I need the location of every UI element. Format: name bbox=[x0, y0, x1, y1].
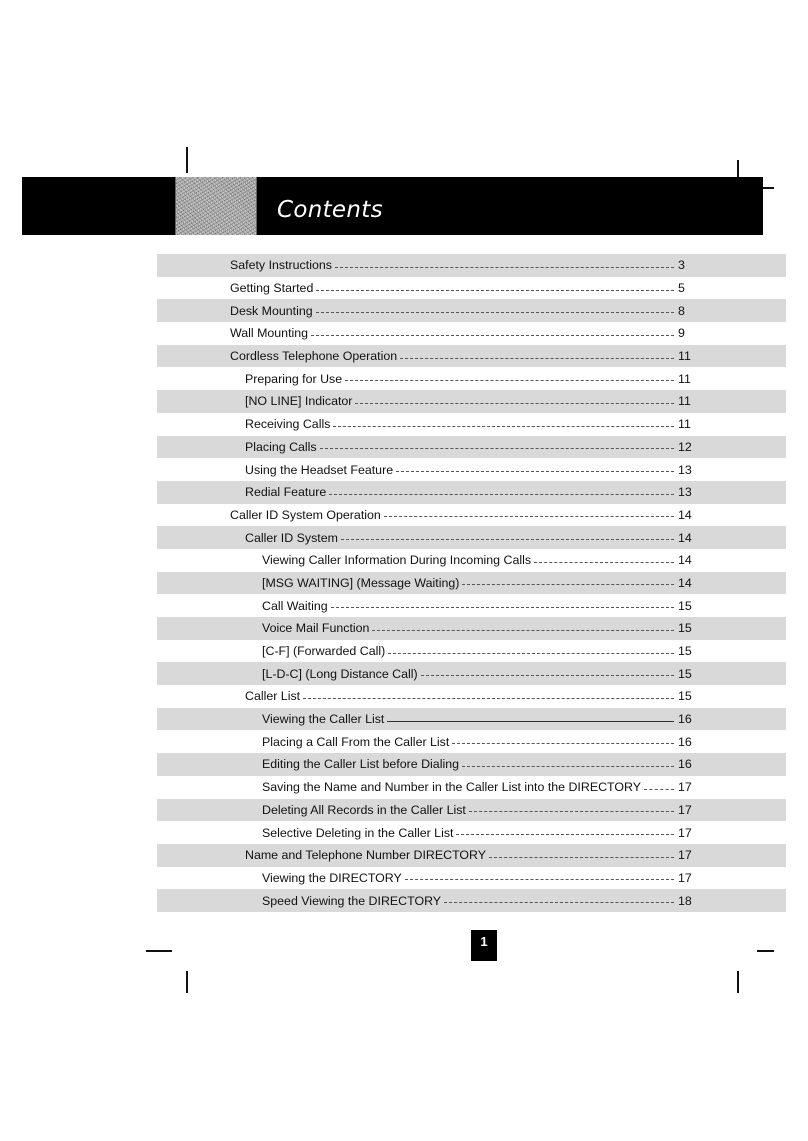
toc-leader-line bbox=[345, 380, 674, 381]
toc-entry[interactable] bbox=[157, 799, 786, 822]
toc-entry[interactable] bbox=[157, 504, 786, 527]
toc-leader-line bbox=[335, 267, 674, 268]
toc-leader-line bbox=[387, 721, 674, 722]
toc-entry-title: [MSG WAITING] (Message Waiting) bbox=[262, 575, 460, 590]
toc-entry-page: 11 bbox=[678, 371, 691, 386]
toc-entry-title: Viewing the DIRECTORY bbox=[262, 870, 402, 885]
toc-entry-title: Desk Mounting bbox=[230, 303, 313, 318]
table-of-contents bbox=[157, 254, 786, 912]
toc-entry[interactable] bbox=[157, 413, 786, 436]
toc-entry-page: 15 bbox=[678, 666, 692, 681]
toc-entry-page: 8 bbox=[678, 303, 685, 318]
toc-entry-page: 13 bbox=[678, 485, 692, 500]
toc-entry-title: Voice Mail Function bbox=[262, 621, 370, 636]
page-number: 1 bbox=[471, 930, 497, 961]
toc-leader-line bbox=[421, 675, 674, 676]
toc-leader-line bbox=[456, 834, 674, 835]
crop-mark-bottom-right-horizontal bbox=[757, 950, 774, 952]
toc-entry-page: 13 bbox=[678, 462, 692, 477]
page-title: Contents bbox=[277, 197, 383, 223]
toc-entry-title: Saving the Name and Number in the Caller List into the DIRECTORY bbox=[262, 780, 642, 795]
toc-entry-title: Name and Telephone Number DIRECTORY bbox=[245, 848, 487, 863]
toc-entry-page: 11 bbox=[678, 417, 691, 432]
toc-entry-title: [C-F] (Forwarded Call) bbox=[262, 644, 386, 659]
toc-leader-line bbox=[341, 539, 674, 540]
toc-entry-page: 15 bbox=[678, 689, 692, 704]
toc-entry-title: [L-D-C] (Long Distance Call) bbox=[262, 666, 418, 681]
toc-entry-page: 17 bbox=[678, 780, 692, 795]
toc-leader-line bbox=[333, 426, 674, 427]
toc-leader-line bbox=[372, 630, 674, 631]
toc-entry-title: Selective Deleting in the Caller List bbox=[262, 825, 454, 840]
toc-entry-page: 17 bbox=[678, 825, 692, 840]
toc-leader-line bbox=[452, 743, 674, 744]
toc-entry[interactable] bbox=[157, 617, 786, 640]
toc-entry-title: Wall Mounting bbox=[230, 326, 309, 341]
toc-entry[interactable] bbox=[157, 299, 786, 322]
toc-entry[interactable] bbox=[157, 390, 786, 413]
crop-mark-top-right-vertical bbox=[737, 160, 739, 178]
toc-leader-line bbox=[644, 789, 674, 790]
toc-leader-line bbox=[405, 879, 674, 880]
toc-entry-page: 14 bbox=[678, 530, 692, 545]
toc-entry-page: 14 bbox=[678, 507, 692, 522]
toc-entry-title: Deleting All Records in the Caller List bbox=[262, 802, 466, 817]
toc-entry-page: 16 bbox=[678, 734, 692, 749]
toc-entry-page: 12 bbox=[678, 439, 692, 454]
toc-leader-line bbox=[320, 448, 674, 449]
toc-leader-line bbox=[388, 653, 674, 654]
toc-leader-line bbox=[534, 562, 674, 563]
toc-entry-title: Placing a Call From the Caller List bbox=[262, 734, 450, 749]
toc-entry-title: Caller ID System Operation bbox=[230, 507, 381, 522]
toc-entry-page: 18 bbox=[678, 893, 692, 908]
banner-texture-image bbox=[175, 177, 257, 235]
toc-leader-line bbox=[384, 516, 674, 517]
toc-entry-page: 17 bbox=[678, 802, 692, 817]
toc-entry-title: [NO LINE] Indicator bbox=[245, 394, 353, 409]
toc-entry-page: 11 bbox=[678, 394, 691, 409]
toc-leader-line bbox=[462, 584, 674, 585]
toc-entry-title: Editing the Caller List before Dialing bbox=[262, 757, 459, 772]
toc-entry-title: Placing Calls bbox=[245, 439, 317, 454]
toc-leader-line bbox=[329, 494, 674, 495]
toc-entry[interactable] bbox=[157, 481, 786, 504]
toc-entry[interactable] bbox=[157, 458, 786, 481]
toc-entry[interactable] bbox=[157, 821, 786, 844]
toc-entry[interactable] bbox=[157, 345, 786, 368]
toc-entry-title: Receiving Calls bbox=[245, 417, 331, 432]
toc-entry-page: 17 bbox=[678, 848, 692, 863]
toc-leader-line bbox=[462, 766, 674, 767]
toc-entry-title: Getting Started bbox=[230, 281, 314, 296]
toc-entry[interactable] bbox=[157, 526, 786, 549]
toc-leader-line bbox=[444, 902, 674, 903]
toc-entry-page: 17 bbox=[678, 870, 692, 885]
toc-entry-page: 14 bbox=[678, 553, 692, 568]
toc-entry[interactable] bbox=[157, 889, 786, 912]
toc-entry[interactable] bbox=[157, 436, 786, 459]
toc-entry-page: 16 bbox=[678, 757, 692, 772]
toc-entry[interactable] bbox=[157, 594, 786, 617]
toc-entry-title: Caller ID System bbox=[245, 530, 338, 545]
contents-banner bbox=[22, 177, 763, 235]
toc-entry-title: Cordless Telephone Operation bbox=[230, 349, 398, 364]
toc-entry[interactable] bbox=[157, 708, 786, 731]
toc-entry-page: 11 bbox=[678, 349, 691, 364]
toc-leader-line bbox=[489, 857, 674, 858]
crop-mark-bottom-right-vertical bbox=[737, 971, 739, 993]
toc-entry[interactable] bbox=[157, 367, 786, 390]
toc-entry-title: Call Waiting bbox=[262, 598, 328, 613]
toc-leader-line bbox=[469, 811, 674, 812]
toc-entry[interactable] bbox=[157, 753, 786, 776]
toc-entry[interactable] bbox=[157, 322, 786, 345]
toc-entry[interactable] bbox=[157, 867, 786, 890]
toc-entry-page: 15 bbox=[678, 621, 692, 636]
crop-mark-bottom-left-horizontal bbox=[146, 950, 172, 952]
toc-entry-page: 3 bbox=[678, 258, 685, 273]
toc-entry-page: 14 bbox=[678, 575, 692, 590]
toc-entry-title: Caller List bbox=[245, 689, 301, 704]
toc-leader-line bbox=[316, 312, 674, 313]
toc-entry[interactable] bbox=[157, 572, 786, 595]
crop-mark-bottom-left-vertical bbox=[186, 971, 188, 993]
toc-leader-line bbox=[311, 335, 674, 336]
toc-entry[interactable] bbox=[157, 640, 786, 663]
toc-entry-title: Using the Headset Feature bbox=[245, 462, 394, 477]
toc-entry-page: 15 bbox=[678, 644, 692, 659]
toc-entry[interactable] bbox=[157, 685, 786, 708]
toc-entry-title: Preparing for Use bbox=[245, 371, 343, 386]
toc-entry-title: Viewing Caller Information During Incoming Calls bbox=[262, 553, 532, 568]
toc-entry-title: Viewing the Caller List bbox=[262, 712, 385, 727]
toc-leader-line bbox=[355, 403, 674, 404]
toc-entry-page: 16 bbox=[678, 712, 692, 727]
toc-entry[interactable] bbox=[157, 549, 786, 572]
toc-leader-line bbox=[331, 607, 674, 608]
toc-entry-title: Safety Instructions bbox=[230, 258, 332, 273]
toc-entry-title: Redial Feature bbox=[245, 485, 327, 500]
toc-entry-page: 15 bbox=[678, 598, 692, 613]
toc-entry[interactable] bbox=[157, 844, 786, 867]
toc-leader-line bbox=[303, 698, 674, 699]
toc-leader-line bbox=[400, 358, 674, 359]
toc-entry[interactable] bbox=[157, 277, 786, 300]
toc-entry[interactable] bbox=[157, 662, 786, 685]
toc-entry[interactable] bbox=[157, 730, 786, 753]
toc-entry-page: 5 bbox=[678, 281, 685, 296]
toc-entry-title: Speed Viewing the DIRECTORY bbox=[262, 893, 442, 908]
toc-leader-line bbox=[316, 290, 674, 291]
toc-leader-line bbox=[396, 471, 674, 472]
toc-entry[interactable] bbox=[157, 254, 786, 277]
toc-entry[interactable] bbox=[157, 776, 786, 799]
toc-entry-page: 9 bbox=[678, 326, 685, 341]
crop-mark-top-left-vertical bbox=[186, 147, 188, 173]
